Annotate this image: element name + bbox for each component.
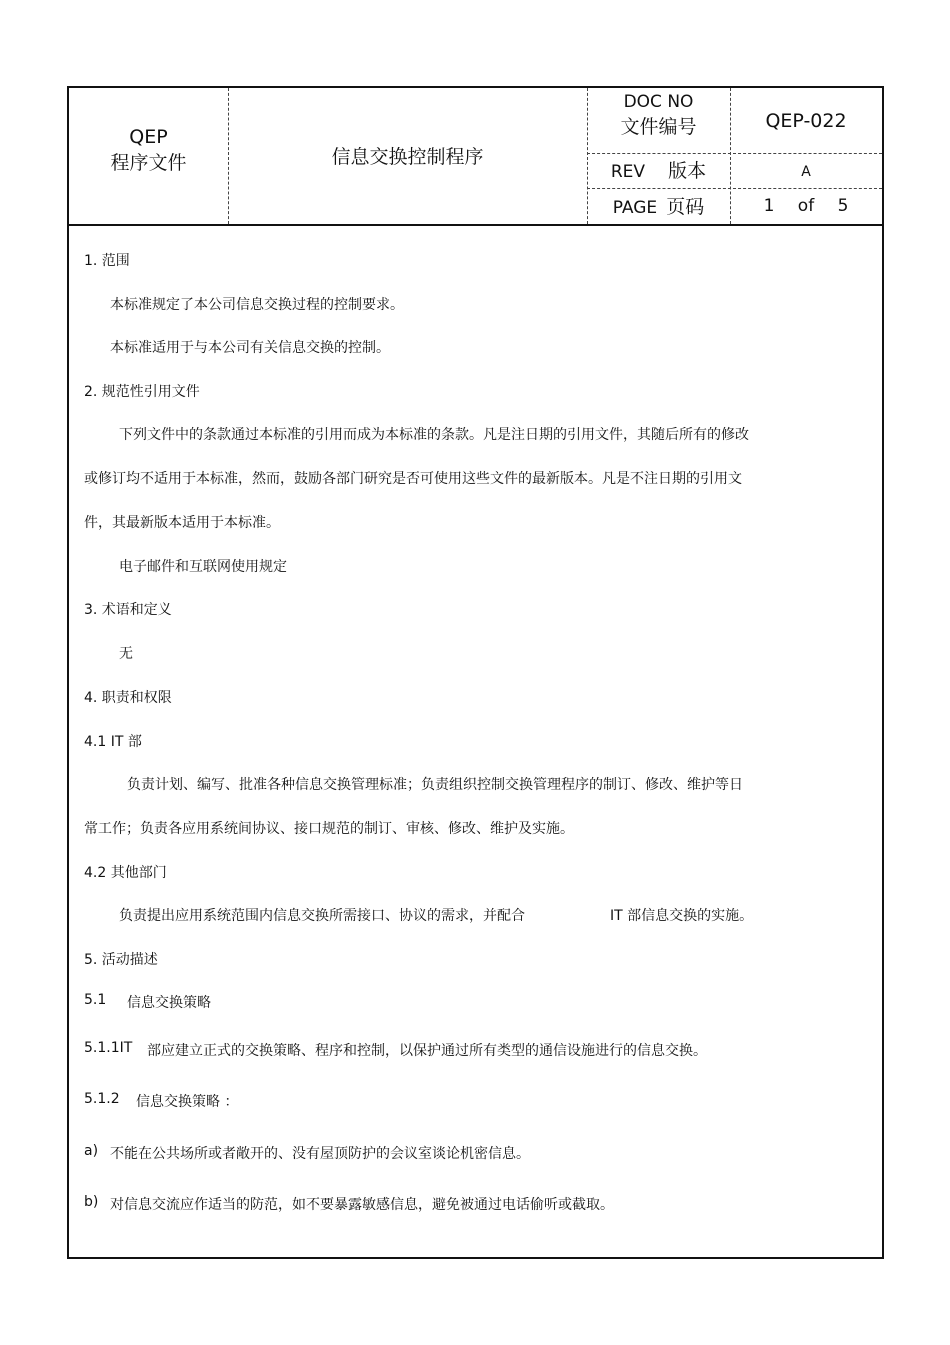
paragraph-part: IT 部信息交换的实施。 xyxy=(610,908,754,924)
reference-item: 电子邮件和互联网使用规定 xyxy=(119,559,287,575)
section-heading: 2. 规范性引用文件 xyxy=(84,384,200,400)
paragraph: 本标准适用于与本公司有关信息交换的控制。 xyxy=(110,340,390,356)
doc-type: 程序文件 xyxy=(110,152,187,174)
list-label: b) xyxy=(84,1194,99,1210)
subsection-title: 信息交换策略 xyxy=(127,995,211,1011)
section-heading: 4. 职责和权限 xyxy=(84,690,172,706)
subsection-heading: 4.2 其他部门 xyxy=(84,865,167,881)
divider xyxy=(587,153,882,154)
doc-no-label-en: DOC NO xyxy=(623,92,694,112)
page-current: 1 xyxy=(763,196,775,216)
list-item: 对信息交流应作适当的防范，如不要暴露敏感信息，避免被通过电话偷听或截取。 xyxy=(110,1197,614,1213)
header-table xyxy=(69,88,882,226)
doc-no-value: QEP-022 xyxy=(765,110,847,132)
paragraph-line: 或修订均不适用于本标准，然而，鼓励各部门研究是否可使用这些文件的最新版本。凡是不注日期的引用文 xyxy=(84,471,742,487)
list-label: a) xyxy=(84,1143,99,1159)
doc-no-label-cn: 文件编号 xyxy=(620,116,697,138)
page-of: of xyxy=(797,196,815,216)
clause-text: 部应建立正式的交换策略、程序和控制，以保护通过所有类型的通信设施进行的信息交换。 xyxy=(147,1043,707,1059)
clause-number: 5.1.1IT xyxy=(84,1040,133,1056)
subsection-number: 5.1 xyxy=(84,992,107,1008)
clause-number: 5.1.2 xyxy=(84,1091,120,1107)
page-number xyxy=(730,196,882,216)
org-code: QEP xyxy=(129,126,168,148)
doc-no-label xyxy=(587,92,730,140)
page-label xyxy=(587,194,730,220)
rev-label xyxy=(587,158,730,184)
section-heading: 1. 范围 xyxy=(84,253,130,269)
document-frame xyxy=(67,86,884,1259)
doc-title: 信息交换控制程序 xyxy=(331,146,484,168)
paragraph: 无 xyxy=(119,646,133,662)
section-heading: 5. 活动描述 xyxy=(84,952,158,968)
paragraph: 本标准规定了本公司信息交换过程的控制要求。 xyxy=(110,297,404,313)
rev-label-cn: 版本 xyxy=(668,160,707,182)
paragraph-line: 负责计划、编写、批准各种信息交换管理标准；负责组织控制交换管理程序的制订、修改、维护等日 xyxy=(127,777,743,793)
org-name xyxy=(69,124,228,176)
page-label-en: PAGE xyxy=(612,198,658,218)
paragraph-line: 件，其最新版本适用于本标准。 xyxy=(84,515,280,531)
divider xyxy=(587,188,882,189)
paragraph-line: 下列文件中的条款通过本标准的引用而成为本标准的条款。凡是注日期的引用文件，其随后所有的修改 xyxy=(119,427,749,443)
paragraph-part: 负责提出应用系统范围内信息交换所需接口、协议的需求，并配合 xyxy=(119,908,525,924)
section-heading: 3. 术语和定义 xyxy=(84,602,172,618)
rev-label-en: REV xyxy=(610,162,646,182)
subsection-heading: 4.1 IT 部 xyxy=(84,734,142,750)
rev-value: A xyxy=(801,164,811,180)
paragraph-line: 常工作；负责各应用系统间协议、接口规范的制订、审核、修改、维护及实施。 xyxy=(84,821,574,837)
list-item: 不能在公共场所或者敞开的、没有屋顶防护的会议室谈论机密信息。 xyxy=(110,1146,530,1162)
page-total: 5 xyxy=(837,196,849,216)
page-label-cn: 页码 xyxy=(666,196,705,218)
clause-text: 信息交换策略 ： xyxy=(136,1094,239,1110)
